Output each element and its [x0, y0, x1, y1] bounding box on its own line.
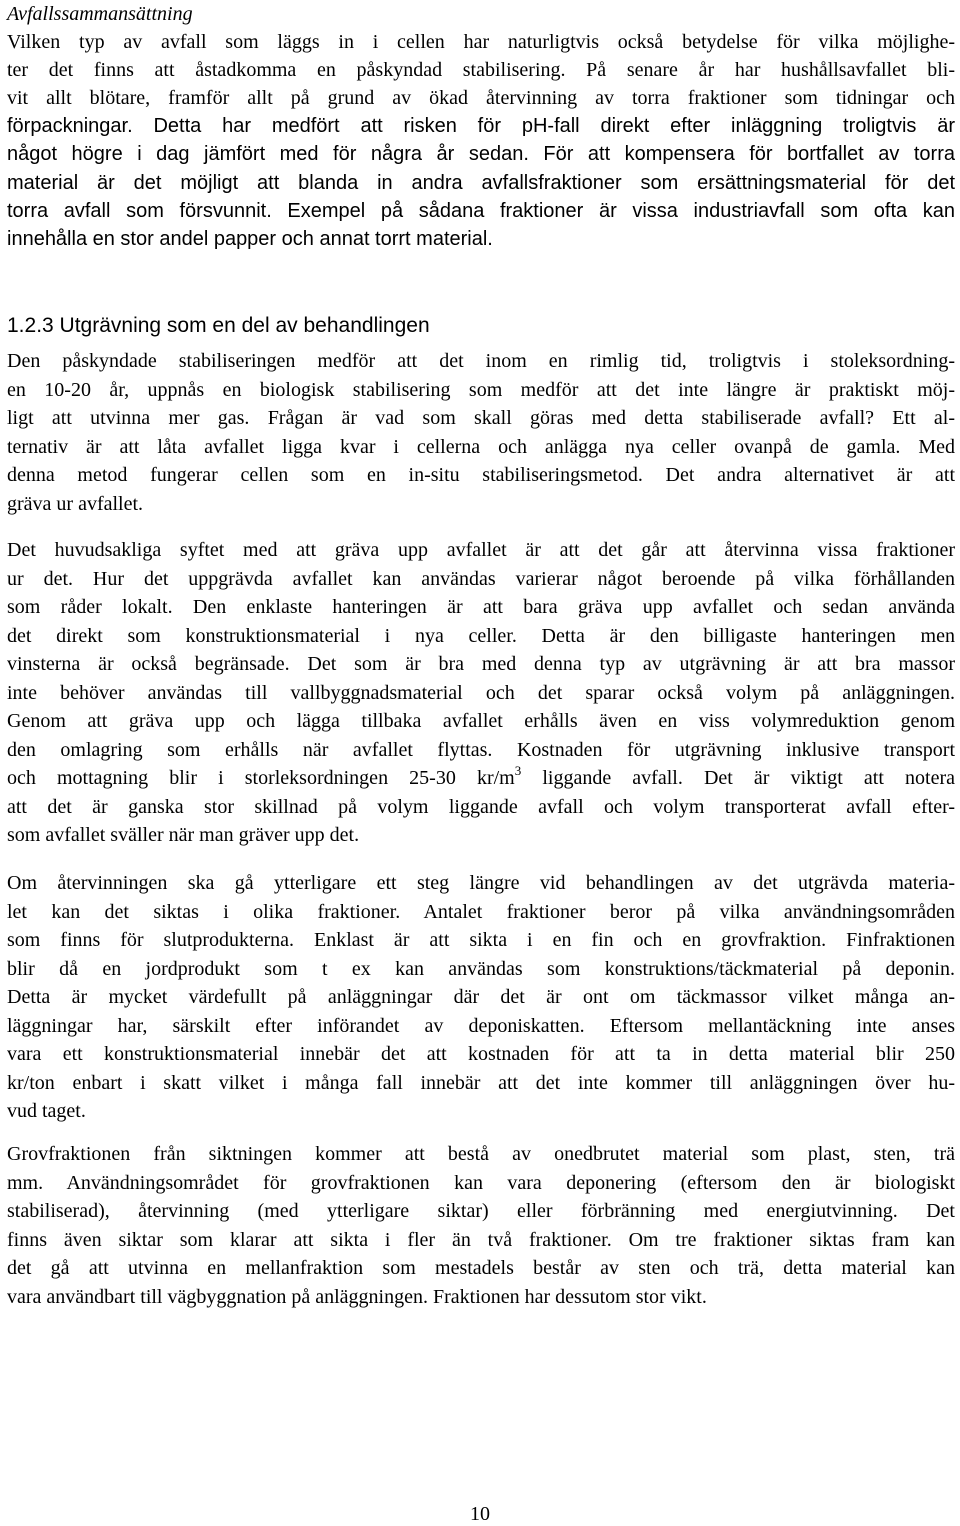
- text-line: förpackningar. Detta har medfört att risken för pH-fall direkt efter inläggning troligtvis är: [7, 115, 955, 137]
- text-line: let kan det siktas i olika fraktioner. Antalet fraktioner beror på vilka användningsområden: [7, 900, 955, 923]
- text-line: ter det finns att åstadkomma en påskyndad stabilisering. På senare år har hushållsavfallet bli-: [7, 59, 955, 81]
- section-heading: 1.2.3 Utgrävning som en del av behandlingen: [7, 314, 430, 337]
- text-line: som finns för slutprodukterna. Enklast är att sikta i en fin och en grovfraktion. Finfraktionen: [7, 929, 955, 951]
- text-line: att det är ganska stor skillnad på volym liggande avfall och volym transporterat avfall efter-: [7, 795, 955, 818]
- text-line: torra avfall som försvunnit. Exempel på sådana fraktioner är vissa industriavfall som ofta kan: [7, 199, 955, 222]
- text-line: som råder lokalt. Den enklaste hanteringen är att bara gräva upp avfallet och sedan använda: [7, 596, 955, 618]
- text-line: en 10-20 år, uppnås en biologisk stabilisering som medför att det inte längre är praktiskt möj-: [7, 378, 955, 401]
- paragraph-3: [7, 869, 955, 1126]
- text-line: innehålla en stor andel papper och annat torrt material.: [7, 228, 493, 251]
- text-line: inte behöver användas till vallbyggnadsmaterial och det sparar också volym på anläggningen.: [7, 681, 955, 704]
- text-line: denna metod fungerar cellen som en in-situ stabiliseringsmetod. Det andra alternativet är att: [7, 464, 955, 486]
- text-line: Det huvudsakliga syftet med att gräva upp avfallet är att det går att återvinna vissa fraktioner: [7, 539, 955, 561]
- text-line: vara användbart till vägbyggnation på anläggningen. Fraktionen har dessutom stor vikt.: [7, 1285, 707, 1308]
- text-line: ur det. Hur det uppgrävda avfallet kan användas varierar något beroende på vilka förhållanden: [7, 567, 955, 590]
- page-number: 10: [470, 1503, 490, 1525]
- text-line: vinsterna är också begränsade. Det som är bra med denna typ av utgrävning är att bra massor: [7, 653, 955, 675]
- text-fragment: liggande avfall. Det är viktigt att notera: [521, 767, 955, 789]
- intro-paragraph: [7, 28, 955, 253]
- text-line: material är det möjligt att blanda in andra avfallsfraktioner som ersättningsmaterial för det: [7, 171, 955, 194]
- text-line: läggningar har, särskilt efter införandet av deponiskatten. Eftersom mellantäckning inte anses: [7, 1014, 955, 1037]
- text-line: stabiliserad), återvinning (med ytterligare siktar) eller förbränning med energiutvinning. Det: [7, 1200, 955, 1222]
- text-line: det direkt som konstruktionsmaterial i nya celler. Detta är den billigaste hanteringen men: [7, 624, 955, 647]
- text-line: ligt att utvinna mer gas. Frågan är vad som skall göras med detta stabiliserade avfall? Ett al-: [7, 407, 955, 429]
- paragraph-2: [7, 536, 955, 850]
- text-line: mm. Användningsområdet för grovfraktionen kan vara deponering (eftersom den är biologiskt: [7, 1171, 955, 1194]
- text-line: Grovfraktionen från siktningen kommer att bestå av onedbrutet material som plast, sten, trä: [7, 1143, 955, 1165]
- text-fragment: och mottagning blir i storleksordningen 25-30 kr/m: [7, 767, 515, 789]
- text-line-with-superscript: [7, 764, 955, 793]
- text-line: kr/ton enbart i skatt vilket i många fall innebär att det inte kommer till anläggningen över hu-: [7, 1071, 955, 1094]
- subheading-avfallssammansattning: Avfallssammansättning: [7, 3, 193, 25]
- paragraph-4: [7, 1140, 955, 1311]
- text-line: vud taget.: [7, 1100, 86, 1122]
- text-line: Detta är mycket värdefullt på anläggningar där det är ont om täckmassor vilket många an-: [7, 986, 955, 1008]
- text-line: Vilken typ av avfall som läggs in i cellen har naturligtvis också betydelse för vilka möjlighe-: [7, 31, 955, 53]
- text-line: den omlagring som erhålls när avfallet flyttas. Kostnaden för utgrävning inklusive transport: [7, 738, 955, 761]
- text-line: Genom att gräva upp och lägga tillbaka avfallet erhålls även en viss volymreduktion genom: [7, 710, 955, 732]
- text-line: Om återvinningen ska gå ytterligare ett steg längre vid behandlingen av det utgrävda materia-: [7, 872, 955, 894]
- text-line: blir då en jordprodukt som t ex kan användas som konstruktions/täckmaterial på deponin.: [7, 957, 955, 980]
- superscript-3: 3: [514, 763, 522, 778]
- text-line: finns även siktar som klarar att sikta i fler än två fraktioner. Om tre fraktioner siktas fram kan: [7, 1228, 955, 1251]
- paragraph-1: [7, 347, 955, 518]
- text-line: något högre i dag jämfört med för några år sedan. För att kompensera för bortfallet av torra: [7, 143, 955, 166]
- text-line: som avfallet sväller när man gräver upp det.: [7, 824, 360, 846]
- text-line: vit allt blötare, framför allt på grund av ökad återvinning av torra fraktioner som tidningar och: [7, 87, 955, 109]
- text-line: det gå att utvinna en mellanfraktion som mestadels består av sten och trä, detta material kan: [7, 1257, 955, 1279]
- text-line: gräva ur avfallet.: [7, 492, 144, 515]
- text-line: Den påskyndade stabiliseringen medför att det inom en rimlig tid, troligtvis i stoleksordning-: [7, 350, 955, 372]
- text-line: ternativ är att låta avfallet ligga kvar i cellerna och anlägga nya celler ovanpå de gamla. Med: [7, 435, 955, 458]
- text-line: vara ett konstruktionsmaterial innebär det att kostnaden för att ta in detta material blir 250: [7, 1043, 955, 1065]
